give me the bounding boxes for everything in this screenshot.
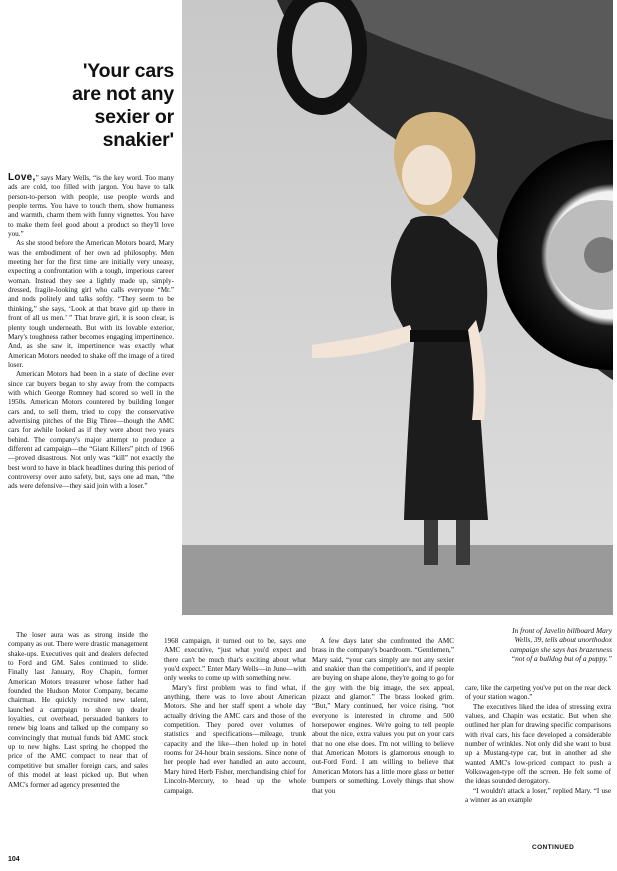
billboard-base: [182, 545, 613, 615]
continued-label: CONTINUED: [532, 844, 575, 851]
headline-line-3: sexier or: [94, 106, 174, 128]
body-paragraph: “I wouldn't attack a loser,” replied Mary. “I use a winner as an example: [465, 786, 611, 805]
photo-woman-laughing-before-billboard: [182, 0, 613, 615]
body-paragraph: A few days later she confronted the AMC brass in the company's boardroom. “Gentlemen,” Mary said, “your cars simply are not any sexier and snakier than the competition's, and if people are buying on shape alone, they're going to go for the guy with the big image, the sex appeal, pizazz and glamor.” The brass looked grim. “But,” Mary continued, her voice rising, “not everyone is interested in chrome and 500 horsepower engines. We're going to tell people about the nice, extra values you put on your cars that no one else does. I'm not willing to believe that American Motors is glamorous enough to out-Ford Ford. I am willing to believe that American Motors has a little more glass or better bumpers or something. Lovely things that show that you: [312, 637, 454, 795]
belt: [410, 330, 474, 342]
body-column-3: [164, 637, 306, 843]
headline: [6, 60, 174, 152]
lead-paragraph-text: ” says Mary Wells, “is the key word. Too many ads are cold, too filled with jargon. You have to talk person-to-person with people, use people words and people terms. You have to touch them, show humaness and warmth, charm them with funny vignettes. You have to make them feel good about a product so they'll love you.”: [8, 174, 174, 239]
body-column-1: [8, 173, 174, 625]
drop-cap: Love,: [8, 173, 36, 183]
body-column-4: [312, 637, 454, 843]
page-number: 104: [8, 856, 20, 863]
body-column-2: [8, 631, 148, 843]
headline-line-4: snakier': [102, 129, 174, 151]
body-column-5: [465, 684, 611, 842]
caption-line: “not of a bulldog but of a puppy.”: [510, 653, 612, 663]
lead-paragraph: [8, 173, 174, 239]
body-paragraph: American Motors had been in a state of decline ever since car buyers began to shy away from the compacts with which George Romney had scored so well in the 1950s. American Motors countered by building longer cars and, to sell them, tried to copy the conservative advertising pitches of the Big Three—though the AMC cars for awhile looked as if they were about two years behind. The company's major attempt to produce a different ad campaign—the “Giant Killers” pitch of 1966—proved disastrous. Not only was “kill” not exactly the best word to have in black headlines during this period of controversy over auto safety, but, says one ad man, “the ads were defensive—they said join with a loser.”: [8, 370, 174, 491]
left-leg: [424, 520, 438, 565]
body-paragraph: As she stood before the American Motors board, Mary was the embodiment of her own ad philosophy. Men meeting her for the first time are initially very uneasy, expecting a confrontation with a tough, imperious career woman. Instead they see a lightly made up, simply-dressed, fragile-looking girl who calls everyone “Mr.” and nods politely and talks softly. “They seem to be thinking,” she says, ‘Look at that brave girl up there in front of all us men.’ ” That brave girl, it is soon clear, is plenty tough underneath. But with its lovable exterior, Mary's toughness rather becomes engaging impertinence. And, as she saw it, impertinence was exactly what American Motors needed to shake off the image of a tired loser.: [8, 239, 174, 369]
caption-line: campaign she says has brazenness: [509, 644, 612, 654]
face: [402, 145, 452, 205]
caption-line: Wells, 39, tells about unorthodox: [514, 635, 612, 645]
body-paragraph: 1968 campaign, it turned out to be, says one AMC executive, “just what you'd expect and there can't be much that's exciting about what you'd expect.” Enter Mary Wells—in June—with only weeks to come up with something new.: [164, 637, 306, 683]
body-paragraph: care, like the carpeting you've put on the rear deck of your station wagon.”: [465, 684, 611, 702]
body-paragraph: The executives liked the idea of stressing extra values, and Chapin was ecstatic. But when she outlined her plan for drawing specific comparisons with rival cars, his face developed a considerable number of wrinkles. Not only did she want to bust up a Mustang-type car, but in another ad she wanted AMC's low-priced compact to push a Volkswagen-type off the screen. He felt some of the ideas sounded derogatory.: [465, 702, 611, 786]
headline-line-1: 'Your cars: [82, 60, 174, 82]
photo-illustration: [182, 0, 613, 615]
headline-line-2: are not any: [72, 83, 174, 105]
photo-caption: [466, 626, 612, 663]
caption-line: In front of Javelin billboard Mary: [512, 626, 612, 635]
body-paragraph: The loser aura was as strong inside the company as out. There were drastic management shake-ups. Executives quit and dealers defected to Ford and GM. Sales continued to slide. Finally last January, Roy Chapin, former American Motors treasurer whose father had founded the Hudson Motor Company, became chairman. He quickly recruited new talent, launched a campaign to shore up dealer loyalties, cut overhead, persuaded bankers to renew big loans and talked up the company so convincingly that mutual funds bid AMC stock up to new highs. Last spring he chopped the price of the AMC compact to near that of competitive but smaller foreign cars, and sales of this model at least picked up. But when AMC's former ad agency presented the: [8, 631, 148, 789]
body-paragraph: Mary's first problem was to find what, if anything, there was to love about American Motors. She and her staff spent a whole day actually driving the AMC cars and those of the competition. They pored over volumes of statistics and specifications—mileage, trunk capacity and the like—then holed up in hotel rooms for 24-hour brain sessions. Since none of her people had ever handled an auto account, Mary hired Herb Fisher, merchandising chief for Lincoln-Mercury, to head up the whole campaign.: [164, 683, 306, 795]
right-leg: [456, 520, 470, 565]
